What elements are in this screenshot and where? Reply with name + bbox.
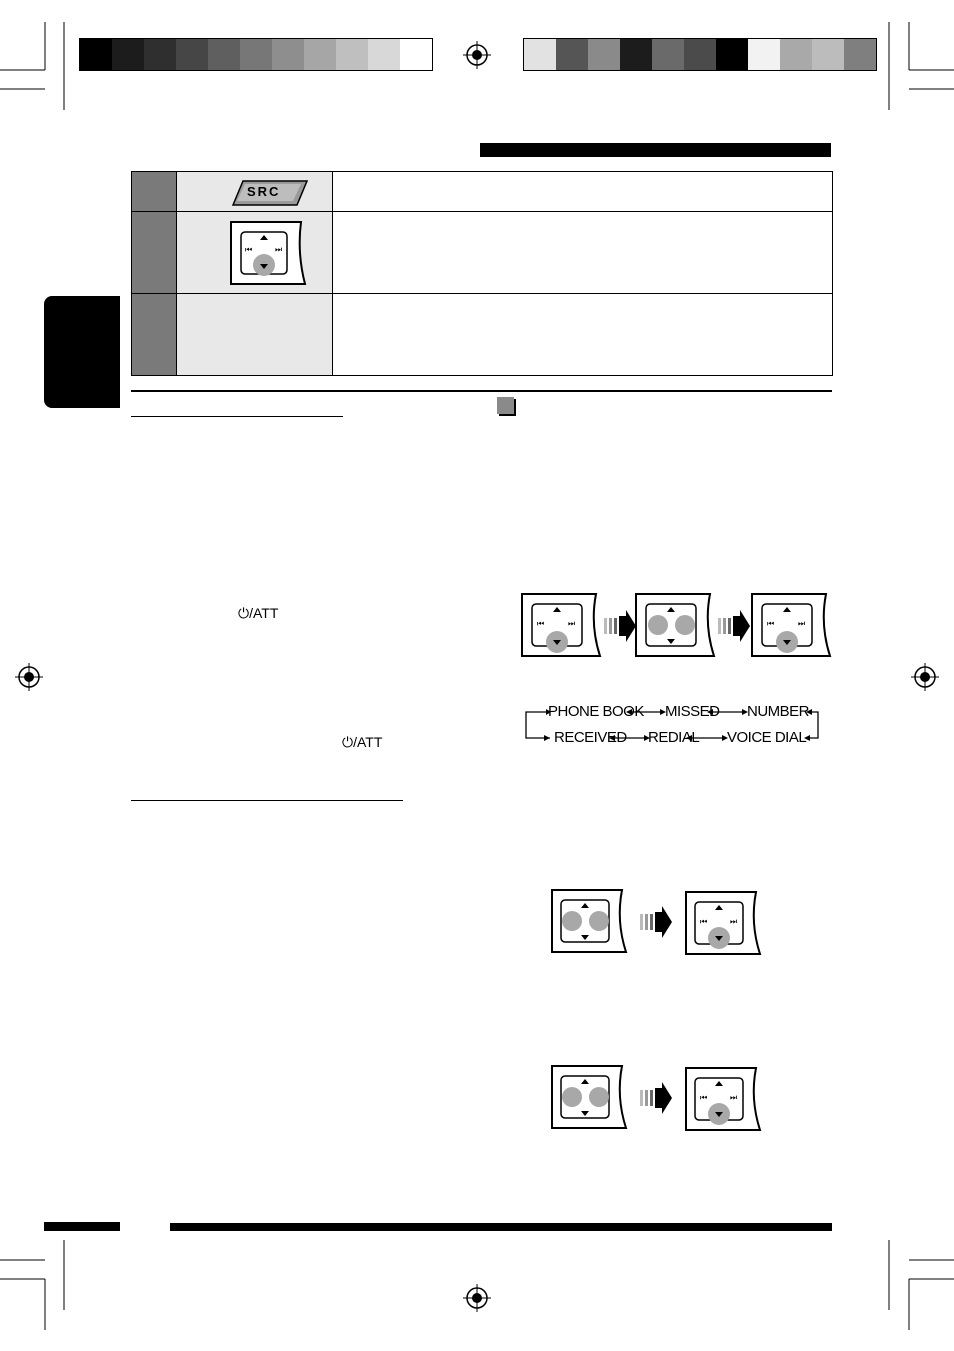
- step-description-cell: [333, 294, 833, 376]
- color-swatch: [304, 39, 336, 70]
- color-swatch: [844, 39, 876, 70]
- color-swatch: [240, 39, 272, 70]
- control-pad-icon: [686, 1068, 760, 1130]
- header-bar: [480, 143, 831, 157]
- subheading-underline: [131, 416, 343, 417]
- right-arrow-icon: [718, 610, 750, 642]
- section-marker-square: [497, 397, 514, 414]
- control-pad-icon: [686, 892, 760, 954]
- color-swatch: [716, 39, 748, 70]
- color-swatch: [80, 39, 112, 70]
- control-sequence-diagram: [520, 592, 834, 662]
- svg-text:⏭: ⏭: [275, 245, 283, 254]
- footer-rule: [170, 1223, 832, 1231]
- control-pad-icon: [636, 594, 714, 656]
- step-row: [132, 212, 833, 294]
- color-swatch: [748, 39, 780, 70]
- step-row: [132, 172, 833, 212]
- svg-text:⏮: ⏮: [245, 245, 253, 254]
- step-icon-cell: [177, 212, 333, 294]
- step-description-cell: [333, 172, 833, 212]
- control-sequence-diagram: [550, 888, 764, 958]
- crop-marks-bottom: [0, 1240, 954, 1351]
- color-swatch: [208, 39, 240, 70]
- control-pad-icon: [552, 890, 626, 952]
- color-swatch: [812, 39, 844, 70]
- steps-table: [131, 171, 833, 376]
- step-icon-cell: [177, 172, 333, 212]
- color-swatch: [684, 39, 716, 70]
- color-calibration-strip-left: [79, 38, 433, 71]
- control-sequence-diagram: [550, 1064, 764, 1134]
- registration-mark-icon: [911, 663, 939, 691]
- menu-item-missed: MISSED: [665, 703, 720, 720]
- footer-page-bar: [44, 1222, 120, 1231]
- step-icon-cell: [177, 294, 333, 376]
- color-swatch: [368, 39, 400, 70]
- side-language-tab: [44, 296, 120, 408]
- power-att-label: ⏻/ATT: [342, 734, 383, 750]
- control-pad-icon: [552, 1066, 626, 1128]
- section-divider: [131, 390, 832, 392]
- color-swatch: [780, 39, 812, 70]
- color-swatch: [176, 39, 208, 70]
- subheading-underline: [131, 800, 403, 801]
- step-number-cell: [132, 172, 177, 212]
- menu-item-received: RECEIVED: [554, 729, 627, 746]
- color-swatch: [588, 39, 620, 70]
- menu-item-phone-book: PHONE BOOK: [548, 703, 644, 720]
- color-swatch: [144, 39, 176, 70]
- power-att-label: ⏻/ATT: [238, 605, 279, 621]
- registration-mark-icon: [463, 41, 491, 69]
- menu-item-voice-dial: VOICE DIAL: [727, 729, 807, 746]
- right-arrow-icon: [640, 906, 672, 938]
- control-pad-icon: [752, 594, 830, 656]
- right-arrow-icon: [640, 1082, 672, 1114]
- src-button-label: SRC: [247, 184, 281, 199]
- step-number-cell: [132, 212, 177, 294]
- color-swatch: [336, 39, 368, 70]
- color-swatch: [112, 39, 144, 70]
- step-row: [132, 294, 833, 376]
- color-swatch: [652, 39, 684, 70]
- color-swatch: [556, 39, 588, 70]
- control-pad-icon: [522, 594, 600, 656]
- registration-mark-icon: [15, 663, 43, 691]
- right-arrow-icon: [604, 610, 636, 642]
- menu-item-number: NUMBER: [747, 703, 810, 720]
- step-description-cell: [333, 212, 833, 294]
- color-swatch: [400, 39, 432, 70]
- menu-item-redial: REDIAL: [648, 729, 700, 746]
- control-pad-icon: [229, 220, 309, 286]
- color-swatch: [272, 39, 304, 70]
- step-number-cell: [132, 294, 177, 376]
- color-swatch: [524, 39, 556, 70]
- color-swatch: [620, 39, 652, 70]
- color-calibration-strip-right: [523, 38, 877, 71]
